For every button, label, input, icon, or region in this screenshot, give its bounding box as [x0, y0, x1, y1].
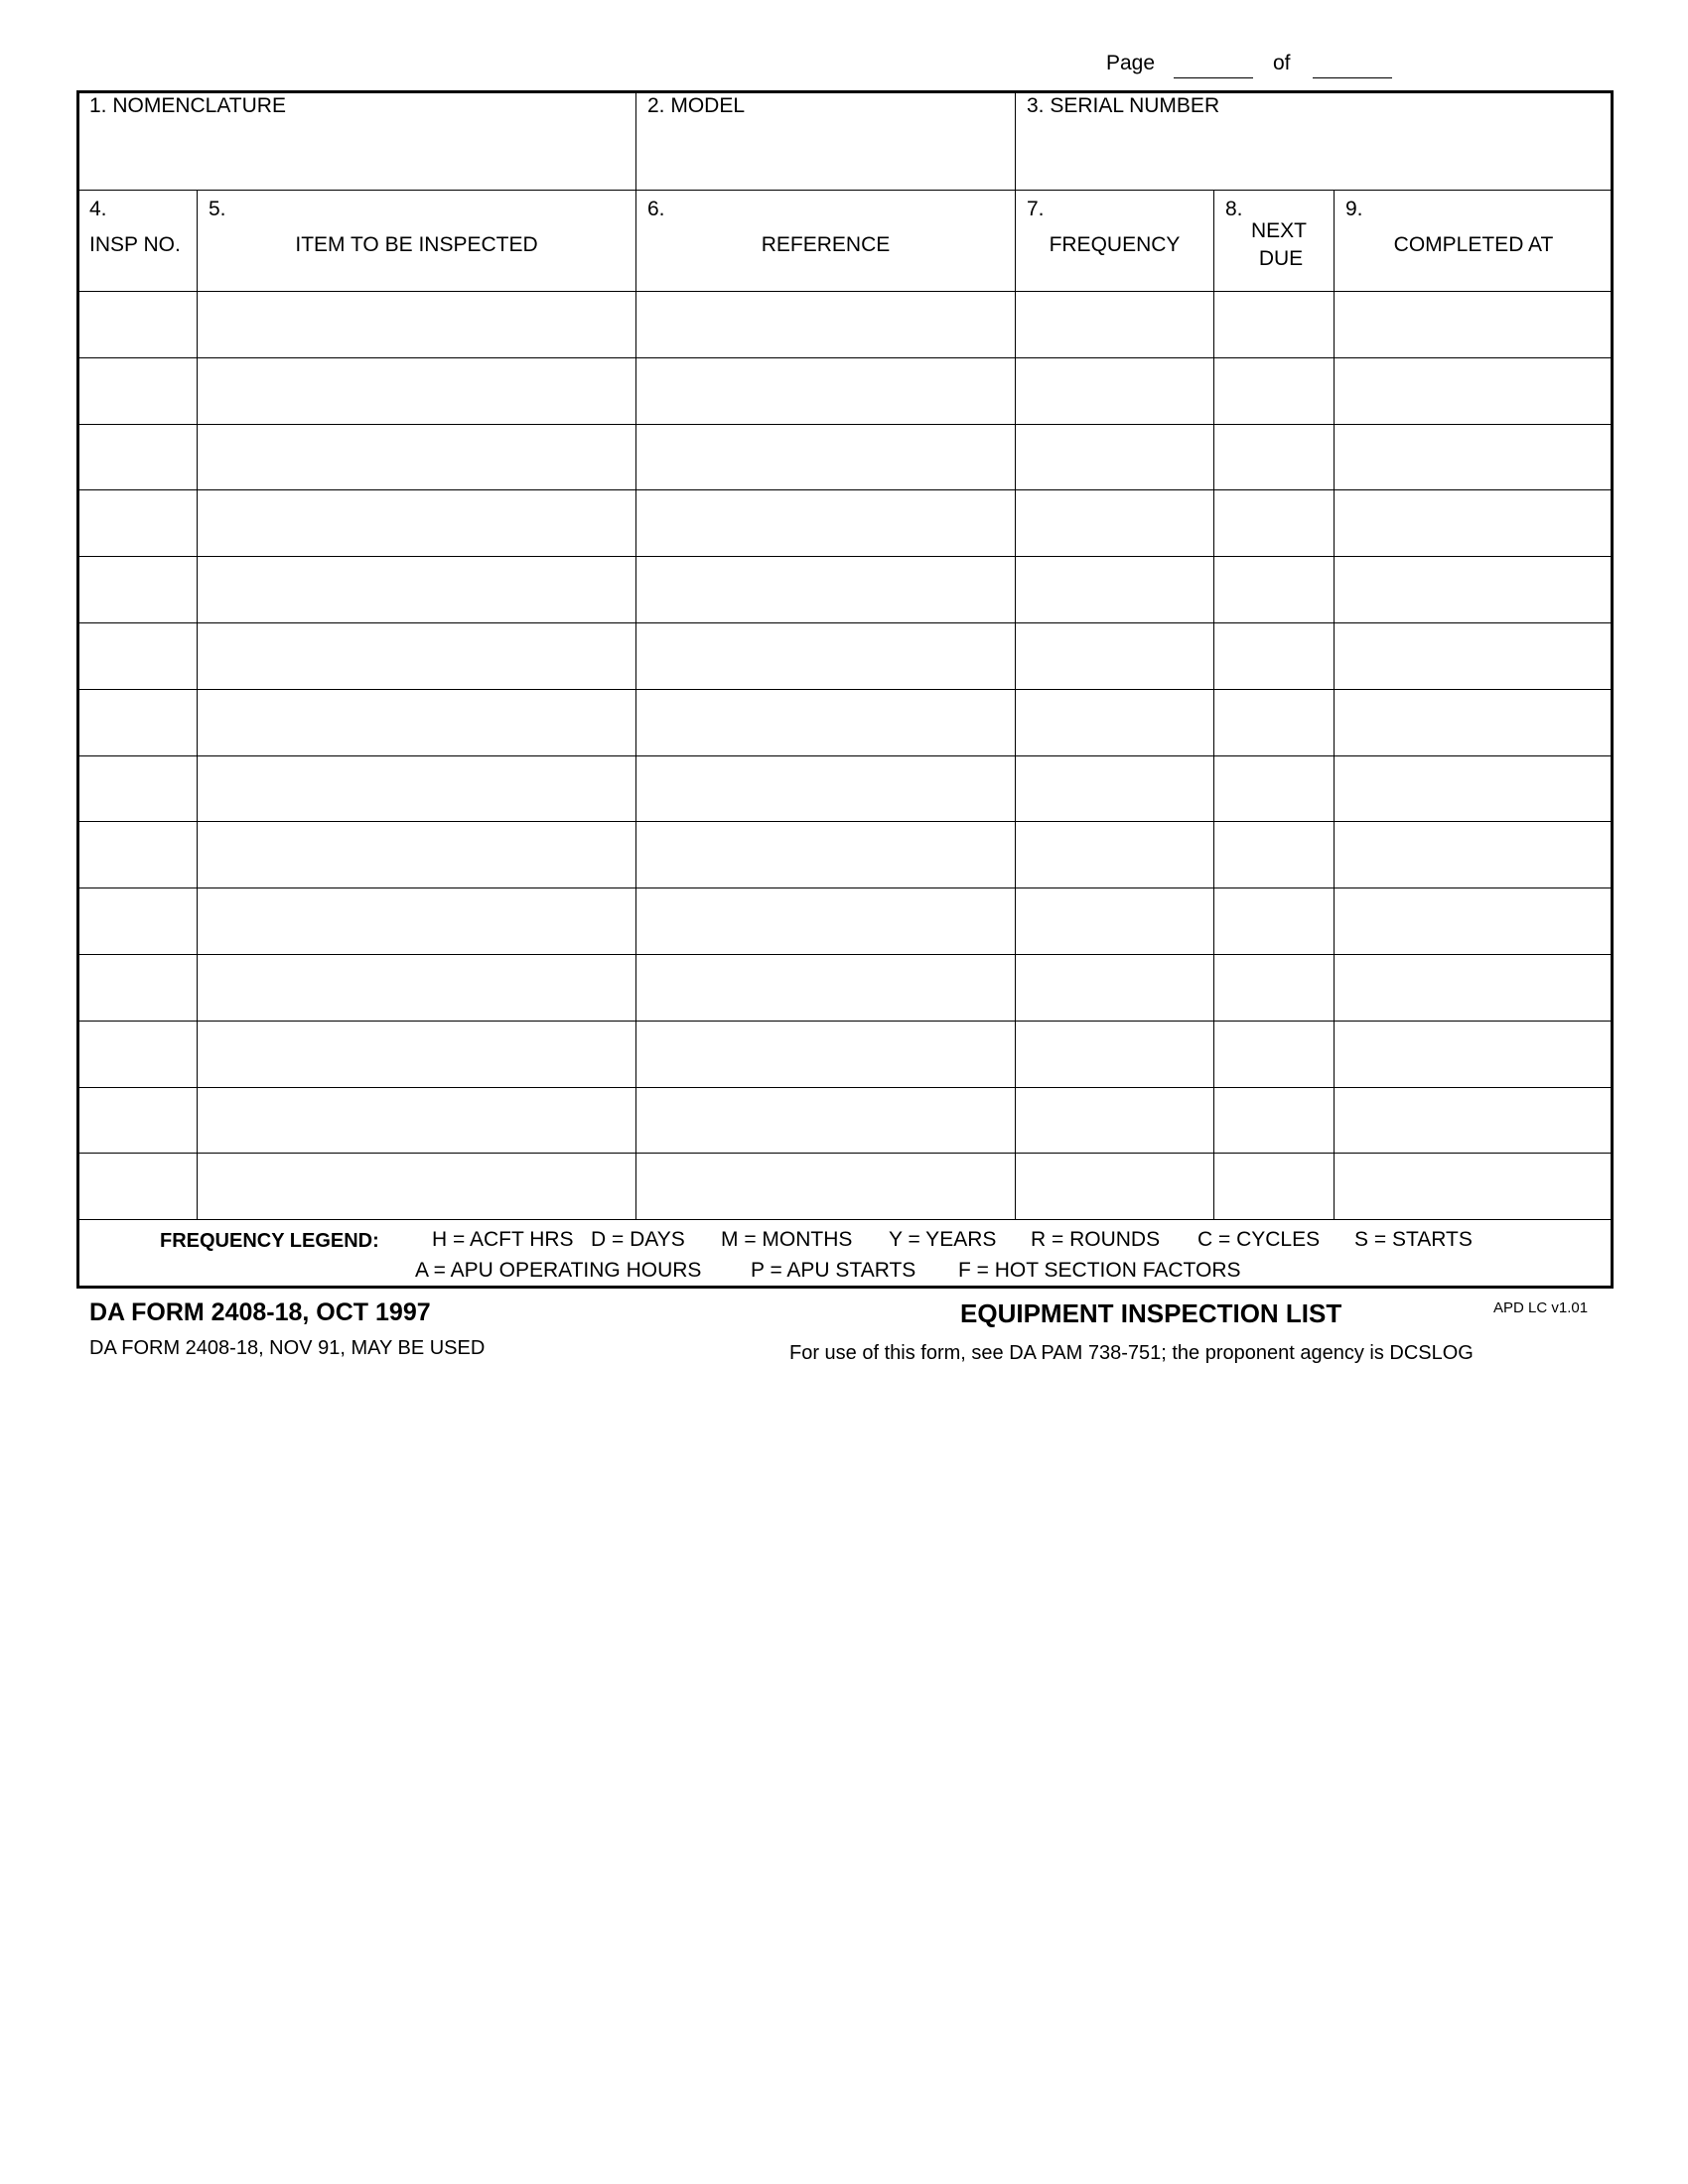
reference-cell[interactable] [636, 822, 1015, 887]
insp-no-cell[interactable] [78, 490, 197, 555]
row-divider [77, 1219, 1613, 1220]
page-total-field[interactable] [1313, 77, 1392, 78]
completed-at-cell[interactable] [1335, 1154, 1612, 1218]
frequency-cell[interactable] [1016, 490, 1213, 555]
reference-cell[interactable] [636, 1154, 1015, 1218]
item-cell[interactable] [198, 888, 635, 953]
frequency-cell[interactable] [1016, 1088, 1213, 1153]
col6-label: REFERENCE [761, 233, 891, 256]
next-due-cell[interactable] [1214, 490, 1334, 555]
model-label: 2. MODEL [647, 94, 746, 117]
legend-h: H = ACFT HRS [432, 1228, 574, 1251]
reference-cell[interactable] [636, 358, 1015, 423]
insp-no-cell[interactable] [78, 822, 197, 887]
nomenclature-label: 1. NOMENCLATURE [89, 94, 286, 117]
reference-cell[interactable] [636, 955, 1015, 1020]
legend-a: A = APU OPERATING HOURS [415, 1259, 702, 1282]
frequency-cell[interactable] [1016, 690, 1213, 754]
next-due-cell[interactable] [1214, 292, 1334, 356]
col6-number: 6. [647, 198, 665, 220]
reference-cell[interactable] [636, 1088, 1015, 1153]
frequency-cell[interactable] [1016, 425, 1213, 489]
legend-s: S = STARTS [1354, 1228, 1473, 1251]
completed-at-cell[interactable] [1335, 557, 1612, 621]
completed-at-cell[interactable] [1335, 756, 1612, 821]
frequency-cell[interactable] [1016, 955, 1213, 1020]
completed-at-cell[interactable] [1335, 490, 1612, 555]
frequency-cell[interactable] [1016, 888, 1213, 953]
insp-no-cell[interactable] [78, 1154, 197, 1218]
page-number-field[interactable] [1174, 77, 1253, 78]
serial-number-field[interactable] [1017, 119, 1612, 189]
legend-p: P = APU STARTS [751, 1259, 916, 1282]
item-cell[interactable] [198, 623, 635, 688]
reference-cell[interactable] [636, 490, 1015, 555]
insp-no-cell[interactable] [78, 1088, 197, 1153]
page-of-label: of [1273, 52, 1291, 74]
insp-no-cell[interactable] [78, 955, 197, 1020]
reference-cell[interactable] [636, 292, 1015, 356]
serial-number-label: 3. SERIAL NUMBER [1027, 94, 1220, 117]
frequency-cell[interactable] [1016, 822, 1213, 887]
completed-at-cell[interactable] [1335, 1022, 1612, 1086]
next-due-cell[interactable] [1214, 756, 1334, 821]
legend-c: C = CYCLES [1197, 1228, 1321, 1251]
reference-cell[interactable] [636, 756, 1015, 821]
item-cell[interactable] [198, 557, 635, 621]
reference-cell[interactable] [636, 623, 1015, 688]
legend-y: Y = YEARS [889, 1228, 997, 1251]
reference-cell[interactable] [636, 690, 1015, 754]
col9-label: COMPLETED AT [1393, 233, 1554, 256]
completed-at-cell[interactable] [1335, 822, 1612, 887]
reference-cell[interactable] [636, 557, 1015, 621]
header-divider [77, 190, 1613, 191]
item-cell[interactable] [198, 358, 635, 423]
insp-no-cell[interactable] [78, 1022, 197, 1086]
item-cell[interactable] [198, 1088, 635, 1153]
item-cell[interactable] [198, 425, 635, 489]
col7-number: 7. [1027, 198, 1045, 220]
form-id: DA FORM 2408-18, OCT 1997 [89, 1298, 431, 1326]
next-due-cell[interactable] [1214, 1154, 1334, 1218]
frequency-cell[interactable] [1016, 358, 1213, 423]
form-version: APD LC v1.01 [1493, 1299, 1589, 1316]
frequency-cell[interactable] [1016, 756, 1213, 821]
insp-no-cell[interactable] [78, 557, 197, 621]
model-field[interactable] [637, 119, 1014, 189]
next-due-cell[interactable] [1214, 888, 1334, 953]
col8-label-due: DUE [1258, 247, 1304, 270]
next-due-cell[interactable] [1214, 822, 1334, 887]
insp-no-cell[interactable] [78, 888, 197, 953]
frequency-cell[interactable] [1016, 1022, 1213, 1086]
next-due-cell[interactable] [1214, 425, 1334, 489]
next-due-cell[interactable] [1214, 1022, 1334, 1086]
form-title: EQUIPMENT INSPECTION LIST [960, 1298, 1342, 1328]
next-due-cell[interactable] [1214, 623, 1334, 688]
next-due-cell[interactable] [1214, 955, 1334, 1020]
col5-label: ITEM TO BE INSPECTED [295, 233, 538, 256]
next-due-cell[interactable] [1214, 690, 1334, 754]
page-label: Page [1106, 52, 1156, 74]
item-cell[interactable] [198, 756, 635, 821]
next-due-cell[interactable] [1214, 1088, 1334, 1153]
insp-no-cell[interactable] [78, 425, 197, 489]
completed-at-cell[interactable] [1335, 358, 1612, 423]
col5-number: 5. [209, 198, 226, 220]
legend-r: R = ROUNDS [1031, 1228, 1161, 1251]
item-cell[interactable] [198, 292, 635, 356]
frequency-cell[interactable] [1016, 623, 1213, 688]
completed-at-cell[interactable] [1335, 690, 1612, 754]
legend-m: M = MONTHS [721, 1228, 853, 1251]
legend-title: FREQUENCY LEGEND: [160, 1230, 379, 1252]
reference-cell[interactable] [636, 1022, 1015, 1086]
completed-at-cell[interactable] [1335, 292, 1612, 356]
col8-label-next: NEXT [1250, 219, 1307, 242]
completed-at-cell[interactable] [1335, 955, 1612, 1020]
item-cell[interactable] [198, 822, 635, 887]
usage-note: For use of this form, see DA PAM 738-751; the proponent agency is DCSLOG [789, 1342, 1474, 1364]
frequency-cell[interactable] [1016, 292, 1213, 356]
legend-f: F = HOT SECTION FACTORS [958, 1259, 1241, 1282]
insp-no-cell[interactable] [78, 358, 197, 423]
col8-number: 8. [1225, 198, 1243, 220]
item-cell[interactable] [198, 1154, 635, 1218]
insp-no-cell[interactable] [78, 756, 197, 821]
supersede-note: DA FORM 2408-18, NOV 91, MAY BE USED [89, 1337, 486, 1359]
col9-number: 9. [1345, 198, 1363, 220]
completed-at-cell[interactable] [1335, 888, 1612, 953]
reference-cell[interactable] [636, 888, 1015, 953]
item-cell[interactable] [198, 955, 635, 1020]
insp-no-cell[interactable] [78, 292, 197, 356]
completed-at-cell[interactable] [1335, 623, 1612, 688]
nomenclature-field[interactable] [78, 119, 634, 189]
frequency-cell[interactable] [1016, 557, 1213, 621]
insp-no-cell[interactable] [78, 623, 197, 688]
next-due-cell[interactable] [1214, 557, 1334, 621]
frequency-cell[interactable] [1016, 1154, 1213, 1218]
col4-label: INSP NO. [89, 233, 181, 256]
item-cell[interactable] [198, 690, 635, 754]
item-cell[interactable] [198, 1022, 635, 1086]
col4-number: 4. [89, 198, 107, 220]
insp-no-cell[interactable] [78, 690, 197, 754]
col7-label: FREQUENCY [1049, 233, 1181, 256]
reference-cell[interactable] [636, 425, 1015, 489]
next-due-cell[interactable] [1214, 358, 1334, 423]
completed-at-cell[interactable] [1335, 1088, 1612, 1153]
legend-d: D = DAYS [591, 1228, 685, 1251]
item-cell[interactable] [198, 490, 635, 555]
completed-at-cell[interactable] [1335, 425, 1612, 489]
